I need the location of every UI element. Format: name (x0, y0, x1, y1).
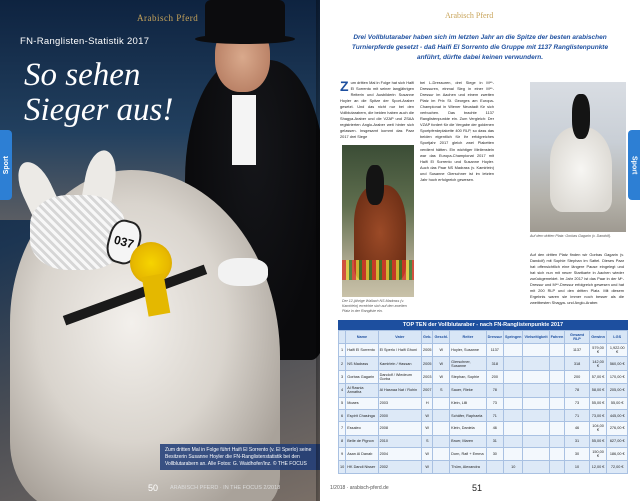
table-cell: 10 (565, 461, 589, 473)
table-cell: 78 (486, 384, 503, 397)
table-cell (523, 344, 549, 357)
table-cell: Haifi El Sorrento (346, 344, 378, 357)
table-cell (523, 422, 549, 435)
table-cell (433, 422, 450, 435)
table-cell: W (422, 409, 433, 421)
table-cell: 276,00 € (607, 422, 628, 435)
table-header-cell: Geschl. (433, 331, 450, 344)
table-cell (433, 461, 450, 473)
table-cell: 73,00 € (589, 409, 607, 421)
table-cell: W (433, 370, 450, 383)
table-cell: HK Dandi Nisser (346, 461, 378, 473)
table-header-cell: Fahren (549, 331, 565, 344)
table-cell (503, 370, 522, 383)
table-cell: 1,922.00 € (607, 344, 628, 357)
table-cell: Dandolf / Wiedeum Gorba (378, 370, 421, 383)
table-cell: 4 (339, 384, 346, 397)
rider-figure (366, 165, 384, 205)
hat-brim (195, 34, 295, 44)
table-cell: 71 (486, 409, 503, 421)
table-cell: Stephan, Sophie (450, 370, 486, 383)
table-header-cell: Vielseitigkeit (523, 331, 549, 344)
table-cell (523, 357, 549, 370)
table-cell: 12,00 € (589, 461, 607, 473)
table-cell: Dorn, Rafi + Emma (450, 448, 486, 461)
table-cell (549, 448, 565, 461)
table-cell: 445,00 € (607, 409, 628, 421)
table-row (339, 409, 628, 421)
table-cell: 46 (565, 422, 589, 435)
right-page (320, 0, 640, 501)
table-cell (549, 370, 565, 383)
table-cell (549, 344, 565, 357)
table-cell: 2003 (422, 370, 433, 383)
table-cell: S (433, 384, 450, 397)
ranking-table (338, 320, 628, 474)
table-cell: W (422, 461, 433, 473)
table-cell (523, 370, 549, 383)
table-cell: 318 (565, 357, 589, 370)
table-cell: 1137 (565, 344, 589, 357)
table-row (339, 370, 628, 383)
body-text: um dritten Mal in Folge hat sich Haifi El Sorrento mit seiner langjährigen Reiterin und Ausbilderin Susanne Hoyler an die Spitze der Sport-Araber gesetzt. Und das nicht nur bei den Vollblutarabern, die beiden haben auch die Shagya-Araber und die VZAP und ZSAA registrierten Anglo-Araber weit hinter sich gelassen. Insgesamt kommt das Paar 2017 drei Siege (340, 80, 414, 140)
table-header-cell: Gesamt RLP (565, 331, 589, 344)
table-cell: 30 (486, 448, 503, 461)
table-cell: 5 (339, 397, 346, 409)
running-head: Arabisch Pferd (137, 13, 199, 23)
table-cell: 200 (486, 370, 503, 383)
table-header-cell: Gewinn (589, 331, 607, 344)
table-cell: Gorbas Gagarin (346, 370, 378, 383)
table-cell: 1 (339, 344, 346, 357)
rider-glove (218, 258, 268, 286)
table-cell: 46 (486, 422, 503, 435)
table-cell (549, 422, 565, 435)
body-column-1 (340, 80, 414, 140)
table-row (339, 435, 628, 447)
photo-caption-right: Auf dem dritten Platz: Gorbas Gagarin (v. Dandolf). (530, 234, 612, 238)
table-cell: Kamirlein / Hassan (378, 357, 421, 370)
photo-ns-madrass (342, 145, 414, 297)
table-cell: 72,00 € (607, 461, 628, 473)
table-cell: Sauer, Rieke (450, 384, 486, 397)
table-cell: 10 (339, 461, 346, 473)
table-cell: 2004 (378, 448, 421, 461)
table-row (339, 357, 628, 370)
headline (24, 58, 173, 127)
table-cell (503, 435, 522, 447)
table-cell: 560,00 € (607, 357, 628, 370)
table-cell: 2005 (422, 357, 433, 370)
table-cell: Gierschner, Susanne (450, 357, 486, 370)
table-cell: 627,00 € (607, 435, 628, 447)
body-column-2: bei L-Dressuren, drei Siege in M**-Dressuren, einmal Sieg in einer M**-Dressur im Aachen und einem zweiten Platz im Prix St. Georges am Europa-Championat in Wiener Neustadt für sich verbuchen. Das brachte 1137 Ranglistenpunkte ein. Zum Vergleich: Der VZAP fordert für die Vergabe der goldenen Sportpferdeplakette 400 RLP, so dass das beiden eigentlich für ihr erfolgreiches Sportjahr 2017 gleich zwei Plaketten verdient hätten. Ein wichtiger Meilenstein war das Europa-Championat 2017 mit Haifi El Sorrento und Susanne Hoyler. Auch das Paar NS Madrass (v. Kamirlein) und Susanne Gierschner ist im letzten Jahr hoch erfolgreich gewesen. (420, 80, 494, 182)
table-cell: 3 (339, 370, 346, 383)
table-cell (549, 409, 565, 421)
table-cell: 57,00 € (589, 370, 607, 383)
table-cell: 58,00 € (589, 384, 607, 397)
table-header-cell (339, 331, 346, 344)
table-cell: 579,00 € (589, 344, 607, 357)
table-cell: 10 (503, 461, 522, 473)
table-cell: 9 (339, 448, 346, 461)
table-cell: 2000 (378, 409, 421, 421)
table-cell (433, 435, 450, 447)
table-cell (503, 357, 522, 370)
flower-decoration (342, 260, 414, 280)
table-cell (523, 435, 549, 447)
table-header-cell: Geb. (422, 331, 433, 344)
table-header-cell: Name (346, 331, 378, 344)
table-cell (503, 344, 522, 357)
table-cell: 7 (339, 422, 346, 435)
photo-caption-main: Zum dritten Mal in Folge führt Haifi El Sorrento (v. El Sperlo) seine Besitzerin Susanne Hoyler die FN-Ranglistenstatistik bei den Vollblutarabern an. Alle Fotos: G. Waidhofer/Inz. © THE FOCUS (160, 444, 320, 470)
table-cell: Moaes (346, 397, 378, 409)
table-cell: 78 (565, 384, 589, 397)
table-cell: W (422, 448, 433, 461)
ranking-grid (338, 330, 628, 474)
table-header-cell: Reiter (450, 331, 486, 344)
table-row (339, 384, 628, 397)
rider-shirt (232, 95, 256, 165)
table-header-cell: Vater (378, 331, 421, 344)
table-cell: 31 (565, 435, 589, 447)
table-cell: 2003 (378, 397, 421, 409)
table-cell: Klein, Daniela (450, 422, 486, 435)
table-cell: 2002 (378, 461, 421, 473)
table-cell (486, 461, 503, 473)
table-cell (549, 461, 565, 473)
table-cell: 170,00 € (607, 370, 628, 383)
table-cell (523, 409, 549, 421)
table-cell: Hoyler, Susanne (450, 344, 486, 357)
table-cell: W (433, 357, 450, 370)
table-cell: NS Madrass (346, 357, 378, 370)
sport-tab-right (628, 130, 640, 200)
footer-right: 1/2018 · arabisch-pferd.de (330, 485, 389, 491)
rider-figure (572, 94, 590, 139)
table-cell (503, 422, 522, 435)
table-cell (433, 448, 450, 461)
table-cell: Al Rasnia Annatha (346, 384, 378, 397)
table-cell: Bruer, Maren (450, 435, 486, 447)
table-cell (433, 409, 450, 421)
page-number-left: 50 (148, 483, 159, 493)
table-cell: 104,00 € (589, 422, 607, 435)
table-cell: 73 (565, 397, 589, 409)
table-cell: 2010 (378, 435, 421, 447)
photo-gorbas-gagarin (530, 82, 626, 232)
table-cell (549, 397, 565, 409)
table-cell: 2007 (422, 384, 433, 397)
table-cell: 2008 (378, 422, 421, 435)
table-cell (523, 397, 549, 409)
table-cell: W (422, 422, 433, 435)
table-cell: Essaleo (346, 422, 378, 435)
table-cell: H (422, 397, 433, 409)
table-cell: 2005 (422, 344, 433, 357)
table-cell: Thüm, Alexandra (450, 461, 486, 473)
table-cell (503, 409, 522, 421)
table-cell (503, 448, 522, 461)
page-number-right: 51 (472, 483, 483, 493)
headline-line-2: Sieger aus! (24, 91, 174, 128)
table-cell: 205,00 € (607, 384, 628, 397)
headline-line-1: So sehen (24, 57, 141, 93)
table-cell: W (433, 344, 450, 357)
table-cell: El Sperlo / Haifi Ghoni (378, 344, 421, 357)
table-header-cell: Springen (503, 331, 522, 344)
table-cell: Espirit Chasinga (346, 409, 378, 421)
table-cell: S (422, 435, 433, 447)
table-cell: 2 (339, 357, 346, 370)
table-cell: Al Hasnaa Nat / Rohin (378, 384, 421, 397)
table-cell: 55,00 € (589, 435, 607, 447)
table-cell (523, 384, 549, 397)
table-cell (503, 384, 522, 397)
table-cell (503, 397, 522, 409)
table-row (339, 344, 628, 357)
table-cell (549, 384, 565, 397)
table-row (339, 422, 628, 435)
table-cell: Belle de Pignon (346, 435, 378, 447)
table-header-row (339, 331, 628, 344)
start-number-tag: 037 (103, 217, 145, 268)
table-cell (549, 435, 565, 447)
table-row (339, 448, 628, 461)
photo-caption-mid: Der 12-jährige Wallach NS Madrass (v. Kamirlein) erreichte sich auf den zweiten Platz in der Rangliste ein. (342, 299, 407, 313)
table-cell: Klein, Lilli (450, 397, 486, 409)
table-cell: Schäfer, Raphaela (450, 409, 486, 421)
sport-tab-left (0, 130, 12, 200)
table-cell: 318 (486, 357, 503, 370)
sport-tab-label: Sport (2, 155, 10, 175)
section-title: FN-Ranglisten-Statistik 2017 (20, 36, 150, 47)
table-cell: 55,00 € (607, 397, 628, 409)
table-cell: 71 (565, 409, 589, 421)
table-cell: 150,00 € (589, 448, 607, 461)
table-title: TOP TEN der Vollblutaraber - nach FN-Ranglistenpunkte 2017 (338, 320, 628, 330)
table-cell: 73 (486, 397, 503, 409)
table-body (339, 344, 628, 474)
table-cell: 200 (565, 370, 589, 383)
table-cell: 1137 (486, 344, 503, 357)
table-row (339, 397, 628, 409)
table-cell: 186,00 € (607, 448, 628, 461)
drop-cap: Z (340, 78, 349, 94)
table-header-cell: LGS (607, 331, 628, 344)
table-cell: 30 (565, 448, 589, 461)
table-cell (523, 461, 549, 473)
footer-left: ARABISCH PFERD · IN THE FOCUS 2/2018 (170, 485, 281, 491)
intro-paragraph: Drei Vollblutaraber haben sich im letzten Jahr an die Spitze der besten arabischen Turnierpferde gesetzt - daß Haifi El Sorrento die Gruppe mit 1137 Ranglistenpunkte anführt, dürfte dabei keinen verwundern. (351, 34, 609, 61)
body-column-3: Auf den dritten Platz finden wir Gorbas Gagarin (v. Dandolf) mit Sophie Stephan im Sattel. Dieses Paar hat offensichtlich eine längere Pause eingelegt und hat sich nun mit neuer Startkarte in Aachen wieder zurückgemeldet. Im Jahr 2017 ist das Paar in der M*-Dressur und M**-Dressur erfolgreich gewesen und hat mit 200 RLP und den dritten Platz. Mit diesem Ergebnis waren sie immer noch besser als die zweitbesten Shagya- und Anglo-Araber. (530, 252, 624, 306)
table-cell: 142,00 € (589, 357, 607, 370)
table-cell: 55,00 € (589, 397, 607, 409)
table-cell (523, 448, 549, 461)
table-row (339, 461, 628, 473)
running-head: Arabisch Pferd (445, 11, 494, 20)
table-cell: 6 (339, 409, 346, 421)
table-header-cell: Dressur (486, 331, 503, 344)
table-cell (549, 357, 565, 370)
sport-tab-label: Sport (630, 155, 638, 175)
table-cell: 31 (486, 435, 503, 447)
table-cell: 8 (339, 435, 346, 447)
horse-white (550, 127, 612, 212)
table-cell: Asan Al Danab (346, 448, 378, 461)
table-cell (433, 397, 450, 409)
